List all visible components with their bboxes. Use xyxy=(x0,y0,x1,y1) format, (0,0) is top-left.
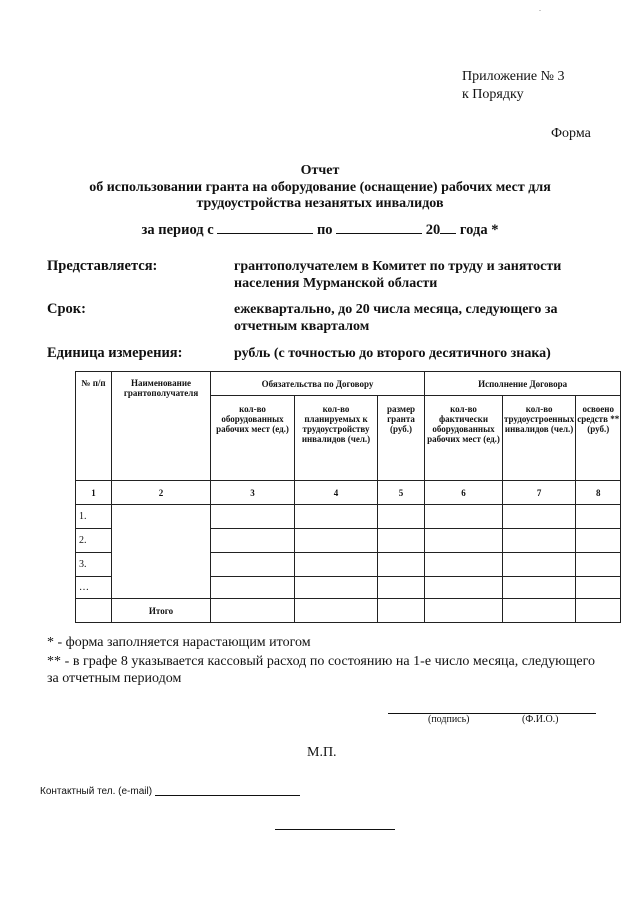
table-cell[interactable] xyxy=(503,553,576,577)
col-number-5: 5 xyxy=(378,481,425,505)
bottom-line xyxy=(275,829,395,830)
row-number: 2. xyxy=(76,529,112,553)
total-cell[interactable] xyxy=(576,599,621,623)
row-number: 1. xyxy=(76,505,112,529)
reporting-period xyxy=(60,221,580,239)
table-cell[interactable] xyxy=(503,529,576,553)
header-sub-2: кол-во планируемых к трудоустройству инвалидов (чел.) xyxy=(295,396,378,481)
contact-field-line[interactable] xyxy=(155,795,300,796)
col-number-8: 8 xyxy=(576,481,621,505)
title-line-2: об использовании гранта на оборудование (оснащение) рабочих мест для xyxy=(89,180,551,195)
table-cell[interactable] xyxy=(576,577,621,599)
table-cell[interactable] xyxy=(576,505,621,529)
appendix-line-1: Приложение № 3 xyxy=(462,69,565,84)
field-value-deadline xyxy=(234,301,594,335)
period-suffix: года * xyxy=(459,222,499,238)
table-cell[interactable] xyxy=(378,505,425,529)
header-group-obligations: Обязательства по Договору xyxy=(211,372,425,396)
deadline-line-1: ежеквартально, до 20 числа месяца, следующего за xyxy=(234,302,558,317)
table-cell[interactable] xyxy=(211,529,295,553)
appendix-line-2: к Порядку xyxy=(462,87,524,102)
header-sub-4: кол-во фактически оборудованных рабочих мест (ед.) xyxy=(425,396,503,481)
table-cell[interactable] xyxy=(503,577,576,599)
total-cell[interactable] xyxy=(211,599,295,623)
total-cell[interactable] xyxy=(503,599,576,623)
table-cell[interactable] xyxy=(425,577,503,599)
header-group-execution: Исполнение Договора xyxy=(425,372,621,396)
table-cell[interactable] xyxy=(295,505,378,529)
total-row xyxy=(76,599,621,623)
table-cell[interactable] xyxy=(576,553,621,577)
note-column-8: ** - в графе 8 указывается кассовый расход по состоянию на 1-е число месяца, следующего за отчетным периодом xyxy=(47,654,595,686)
table-cell[interactable] xyxy=(378,577,425,599)
period-middle: по xyxy=(316,222,333,238)
table-cell[interactable] xyxy=(425,529,503,553)
field-value-submitted xyxy=(234,258,594,292)
field-label-unit: Единица измерения: xyxy=(47,345,183,361)
table-cell[interactable] xyxy=(295,553,378,577)
unit-line-1: рубль (с точностью до второго десятичного знака) xyxy=(234,346,551,361)
table-cell[interactable] xyxy=(425,505,503,529)
table-cell[interactable] xyxy=(576,529,621,553)
submitted-line-2: населения Мурманской области xyxy=(234,276,438,291)
contact-label: Контактный тел. (e-mail) xyxy=(40,786,153,797)
period-end-blank[interactable] xyxy=(336,221,422,234)
note-cumulative: * - форма заполняется нарастающим итогом xyxy=(47,635,311,650)
table-cell[interactable] xyxy=(211,577,295,599)
form-label: Форма xyxy=(551,126,591,141)
total-cell[interactable] xyxy=(378,599,425,623)
header-sub-1: кол-во оборудованных рабочих мест (ед.) xyxy=(211,396,295,481)
row-number: 3. xyxy=(76,553,112,577)
total-cell[interactable] xyxy=(425,599,503,623)
report-table xyxy=(75,371,621,623)
col-number-4: 4 xyxy=(295,481,378,505)
title-line-3: трудоустройства незанятых инвалидов xyxy=(196,196,444,211)
submitted-line-1: грантополучателем в Комитет по труду и занятости xyxy=(234,259,562,274)
table-cell[interactable] xyxy=(378,529,425,553)
col-number-3: 3 xyxy=(211,481,295,505)
table-cell[interactable] xyxy=(295,577,378,599)
deadline-line-2: отчетным кварталом xyxy=(234,319,370,334)
table-row xyxy=(76,505,621,529)
signature-label: (подпись) xyxy=(428,714,470,725)
field-label-submitted: Представляется: xyxy=(47,258,158,274)
total-cell[interactable] xyxy=(295,599,378,623)
table-cell[interactable] xyxy=(425,553,503,577)
table-cell[interactable] xyxy=(503,505,576,529)
field-value-unit xyxy=(234,345,594,362)
total-num-cell xyxy=(76,599,112,623)
corner-mark: . xyxy=(539,4,541,13)
stamp-place: М.П. xyxy=(307,745,337,760)
period-year-prefix: 20 xyxy=(425,222,441,238)
header-sub-5: кол-во трудоустроенных инвалидов (чел.) xyxy=(503,396,576,481)
col-number-6: 6 xyxy=(425,481,503,505)
col-number-2: 2 xyxy=(112,481,211,505)
period-start-blank[interactable] xyxy=(217,221,313,234)
signature-line[interactable] xyxy=(388,713,596,714)
col-number-1: 1 xyxy=(76,481,112,505)
field-label-deadline: Срок: xyxy=(47,301,86,317)
period-year-blank[interactable] xyxy=(440,221,456,234)
col-number-7: 7 xyxy=(503,481,576,505)
table-cell[interactable] xyxy=(378,553,425,577)
header-col-name: Наименование грантополучателя xyxy=(112,372,211,481)
document-title: Отчет xyxy=(300,163,340,178)
header-col-num: № п/п xyxy=(76,372,112,481)
full-name-label: (Ф.И.О.) xyxy=(522,714,559,725)
table-cell[interactable] xyxy=(211,553,295,577)
table-cell[interactable] xyxy=(295,529,378,553)
grantee-name-cell[interactable] xyxy=(112,505,211,599)
total-label: Итого xyxy=(112,599,211,623)
table-cell[interactable] xyxy=(211,505,295,529)
header-sub-6: освоено средств ** (руб.) xyxy=(576,396,621,481)
appendix-reference xyxy=(462,68,565,104)
header-sub-3: размер гранта (руб.) xyxy=(378,396,425,481)
period-prefix: за период с xyxy=(141,222,214,238)
row-number: … xyxy=(76,577,112,599)
